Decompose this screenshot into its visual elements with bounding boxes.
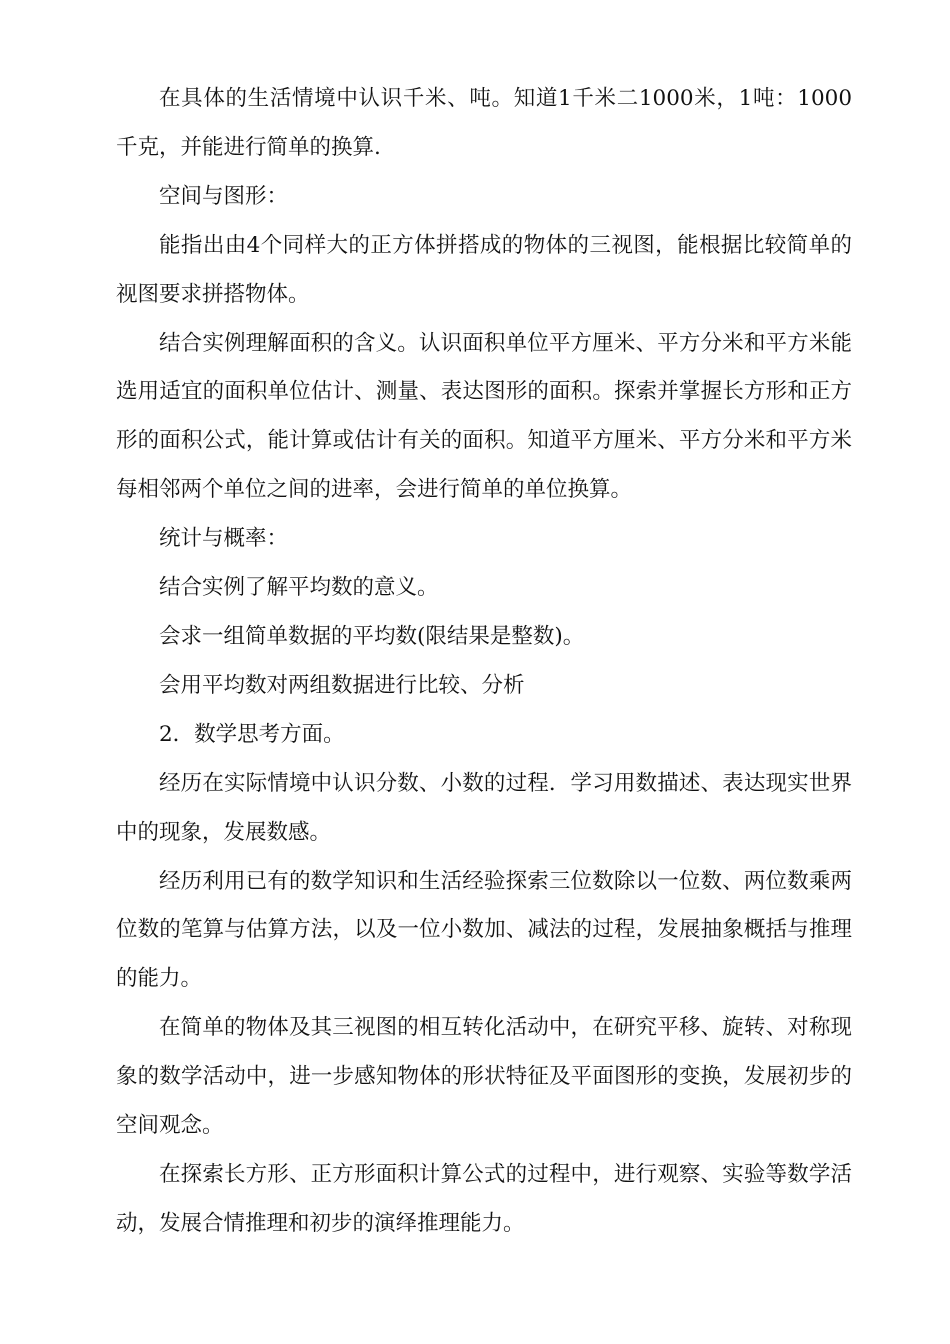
section-heading: 2．数学思考方面。 [159,721,345,747]
paragraph: 结合实例了解平均数的意义。 [159,575,439,601]
paragraph: 结合实例理解面积的含义。认识面积单位平方厘米、平方分米和平方米能选用适宜的面积单位估计、测量、表达图形的面积。探索并掌握长方形和正方形的面积公式，能计算或估计有关的面积。知道平方厘米、平方分米和平方米每相邻两个单位之间的进率，会进行简单的单位换算。 [116,330,852,503]
paragraph: 在简单的物体及其三视图的相互转化活动中，在研究平移、旋转、对称现象的数学活动中，进一步感知物体的形状特征及平面图形的变换，发展初步的空间观念。 [116,1015,852,1139]
paragraph: 会求一组简单数据的平均数(限结果是整数)。 [159,623,585,649]
section-heading: 统计与概率： [159,526,289,552]
paragraph: 经历在实际情境中认识分数、小数的过程．学习用数描述、表达现实世界中的现象，发展数感。 [116,770,852,845]
paragraph: 能指出由4个同样大的正方体拼搭成的物体的三视图，能根据比较简单的视图要求拼搭物体。 [116,232,852,307]
document-body [116,75,852,1249]
section-heading: 空间与图形： [159,183,289,209]
paragraph: 在探索长方形、正方形面积计算公式的过程中，进行观察、实验等数学活动，发展合情推理和初步的演绎推理能力。 [116,1161,852,1236]
paragraph: 在具体的生活情境中认识千米、吨。知道1千米二1000米，1吨：1000千克，并能进行简单的换算. [116,86,852,160]
paragraph: 经历利用已有的数学知识和生活经验探索三位数除以一位数、两位数乘两位数的笔算与估算方法，以及一位小数加、减法的过程，发展抽象概括与推理的能力。 [116,868,852,992]
paragraph: 会用平均数对两组数据进行比较、分析 [159,672,525,698]
